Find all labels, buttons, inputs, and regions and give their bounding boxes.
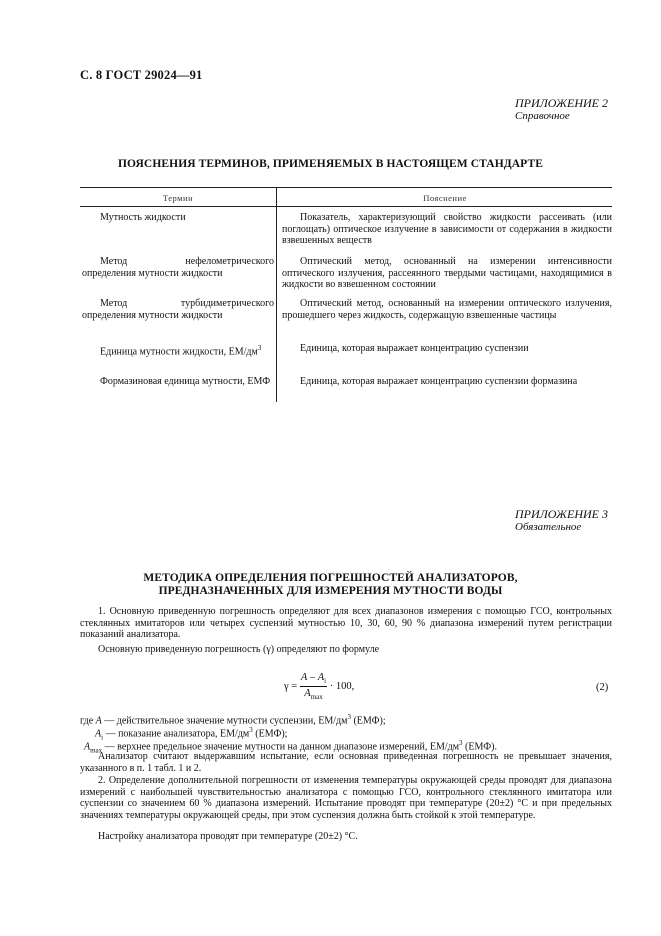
column-header-explanation: Пояснение: [423, 193, 467, 203]
formula-num-a: A: [300, 672, 308, 683]
definition-ai-sup: 3: [249, 726, 253, 734]
definition-ai-symbol: A: [95, 728, 102, 740]
appendix-3-title-line-2: ПРЕДНАЗНАЧЕННЫХ ДЛЯ ИЗМЕРЕНИЯ МУТНОСТИ ВОДЫ: [158, 585, 503, 597]
formula-number: (2): [596, 682, 609, 693]
paragraph-1: 1. Основную приведенную погрешность определяют для всех диапазонов измерения с помощью ГСО, контрольных стеклянных имитаторов или четырех суспензий мутностью 10, 30, 60, 90 % диапазона измерений путем регистрации показаний анализатора.: [80, 606, 612, 641]
paragraph-3: Анализатор считают выдержавшим испытание, если основная приведенная погрешность не превышает значения, указанного в п. 1 табл. 1 и 2.: [80, 751, 612, 774]
formula-num-b-sub: i: [324, 677, 327, 686]
table-row-4-explanation: Единица, которая выражает концентрацию суспензии: [300, 343, 529, 354]
paragraph-5: Настройку анализатора проводят при температуре (20±2) °С.: [98, 831, 358, 842]
page-header: С. 8 ГОСТ 29024—91: [80, 68, 203, 82]
formula-num-op: –: [307, 672, 318, 683]
definition-amax-sup: 3: [459, 739, 463, 747]
formula-gamma: [284, 672, 354, 701]
table-row-5-term: Формазиновая единица мутности, ЕМФ: [100, 376, 271, 387]
appendix-3-status: Обязательное: [515, 521, 582, 533]
table-row-1-explanation: Показатель, характеризующий свойство жидкости рассеивать (или поглощать) оптическое излучение в зависимости от содержания в жидкости взвешенных веществ: [282, 212, 612, 247]
appendix-3-label: ПРИЛОЖЕНИЕ 3: [515, 507, 608, 521]
formula-denominator: [300, 687, 327, 701]
definition-amax-sub: max: [90, 746, 103, 755]
definition-amax-text: — верхнее предельное значение мутности на данном диапазоне измерений, ЕМ/дм: [102, 741, 460, 753]
table-top-rule: [80, 187, 612, 188]
definition-ai-tail: (ЕМФ);: [252, 728, 288, 740]
formula-lhs: γ =: [284, 681, 298, 692]
definition-amax-symbol: A: [84, 741, 91, 753]
appendix-2-title: ПОЯСНЕНИЯ ТЕРМИНОВ, ПРИМЕНЯЕМЫХ В НАСТОЯЩЕМ СТАНДАРТЕ: [118, 158, 543, 170]
appendix-2-label-block: [515, 97, 608, 123]
table-row-2-term: Метод нефелометрического определения мутности жидкости: [82, 256, 274, 279]
table-row-5-explanation: Единица, которая выражает концентрацию суспензии формазина: [300, 376, 578, 387]
definition-ai-sub: i: [101, 733, 104, 742]
definition-ai-text: — показание анализатора, ЕМ/дм: [103, 728, 250, 740]
paragraph-4: 2. Определение дополнительной погрешности от изменения температуры окружающей среды проводят для диапазона измерений с наибольшей чувствительностью анализатора с помощью ГСО, контрольного стеклянного имитатора или суспензии со значением 60 % диапазона измерений. Испытание проводят при температуре (20±2) °С и при предельных значениях температуры окружающей среды, при этом суспензия должна быть стойкой к этой температуре.: [80, 775, 612, 822]
table-column-divider: [276, 187, 277, 402]
definition-a-tail: (ЕМФ);: [350, 715, 386, 727]
definition-a-sup: 3: [347, 713, 351, 721]
definition-amax-tail: (ЕМФ).: [462, 741, 497, 753]
table-row-3-term: Метод турбидиметрического определения мутности жидкости: [82, 298, 274, 321]
formula-numerator: [300, 672, 327, 687]
formula-num-b: A: [317, 672, 325, 683]
table-row-2-explanation: Оптический метод, основанный на измерении интенсивности оптического излучения, рассеянного твердыми частицами, находящимися в жидкости во взвешенном состоянии: [282, 256, 612, 291]
formula-den-sub: max: [310, 693, 323, 702]
table-row-1-term: Мутность жидкости: [100, 212, 186, 223]
formula-fraction: [300, 672, 327, 701]
table-row-4-term-sup: 3: [257, 344, 262, 352]
table-row-4-term: [82, 343, 274, 358]
definition-a-symbol: A: [95, 715, 102, 727]
definition-a-pre: где: [80, 715, 96, 727]
appendix-3-label-block: [515, 508, 608, 534]
table-header-rule: [80, 206, 612, 207]
column-header-term: Термин: [162, 193, 194, 203]
table-row-3-explanation: Оптический метод, основанный на измерении оптического излучения, прошедшего через жидкость, содержащую взвешенные частицы: [282, 298, 612, 321]
appendix-2-status: Справочное: [515, 110, 570, 122]
appendix-3-title-line-1: МЕТОДИКА ОПРЕДЕЛЕНИЯ ПОГРЕШНОСТЕЙ АНАЛИЗАТОРОВ,: [143, 572, 518, 584]
appendix-3-title: [0, 572, 661, 598]
paragraph-2: Основную приведенную погрешность (γ) определяют по формуле: [98, 644, 380, 655]
definition-a-text: — действительное значение мутности суспензии, ЕМ/дм: [101, 715, 348, 727]
formula-tail: · 100,: [329, 681, 355, 692]
table-row-4-term-text: Единица мутности жидкости, ЕМ/дм: [100, 346, 258, 358]
appendix-2-label: ПРИЛОЖЕНИЕ 2: [515, 96, 608, 110]
formula-den: A: [304, 688, 311, 700]
